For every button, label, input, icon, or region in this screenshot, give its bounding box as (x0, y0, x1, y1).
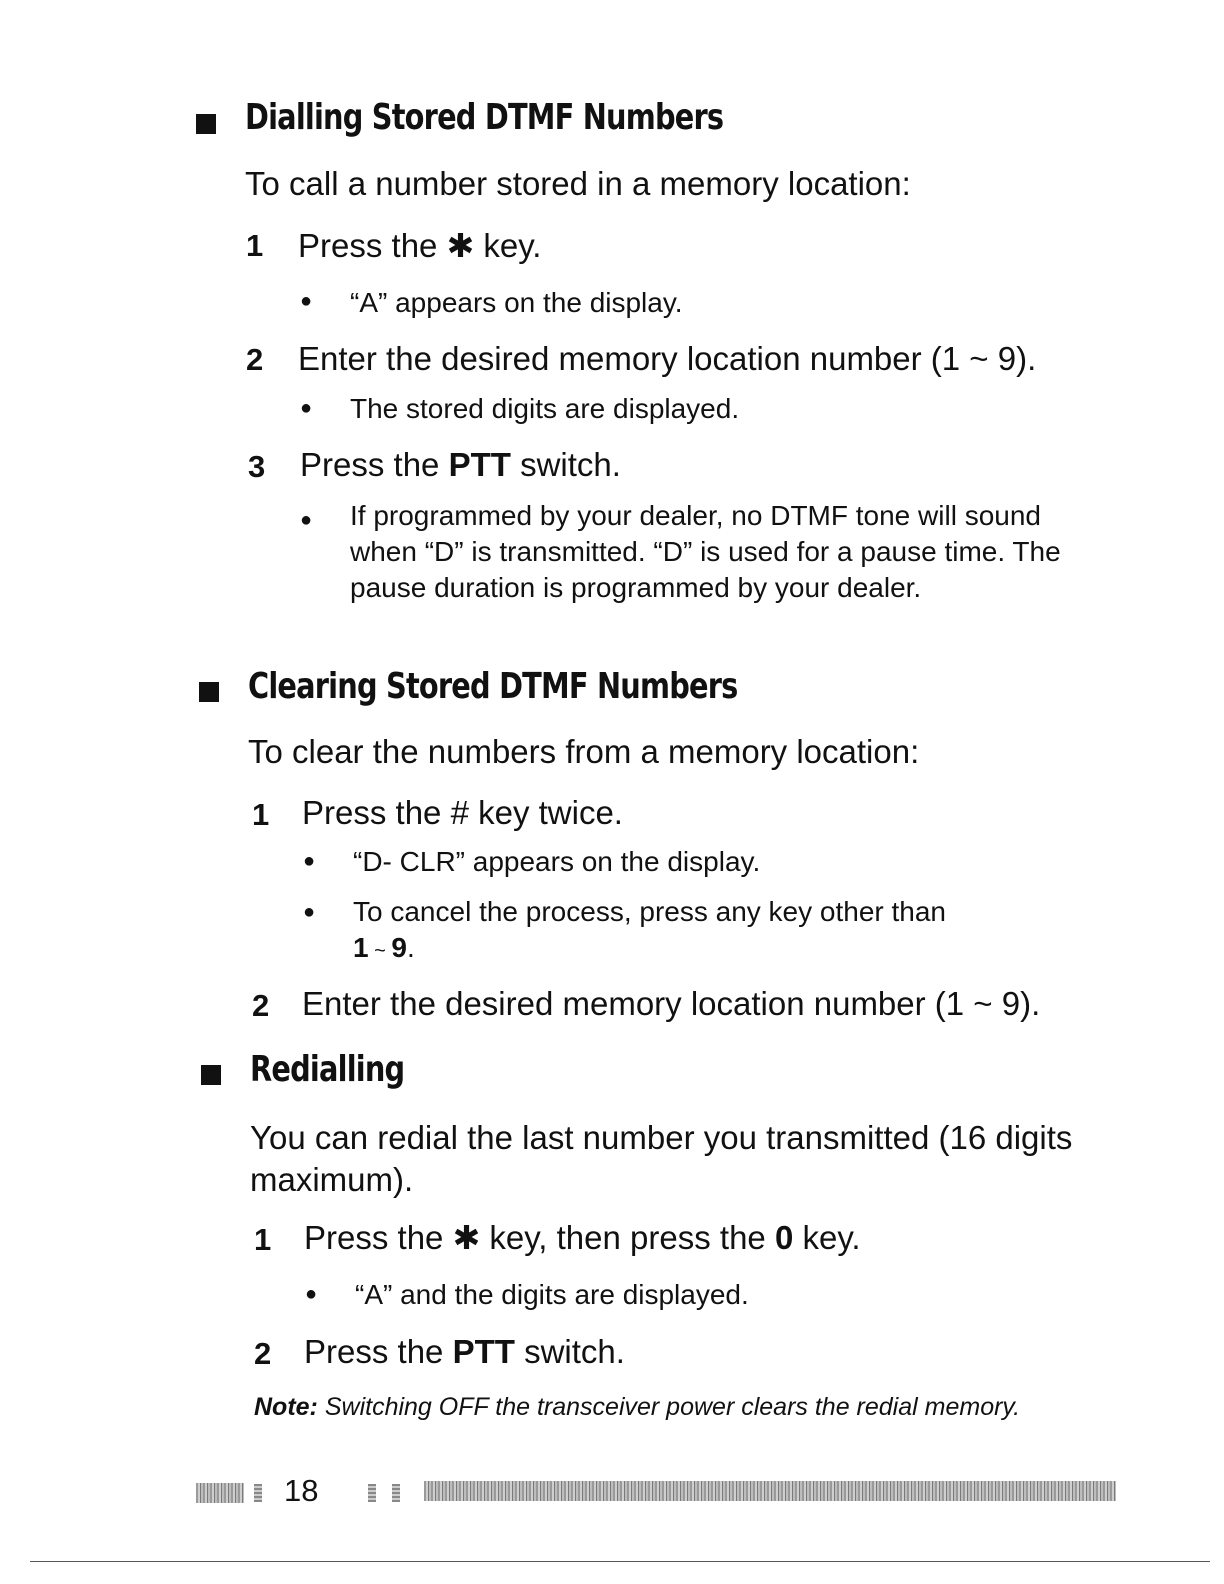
step-number: 3 (248, 449, 266, 484)
bullet-dot: ● (305, 1283, 318, 1305)
bullet-dot: ● (300, 290, 313, 312)
section-bullet-square (199, 682, 219, 702)
step-number: 1 (254, 1222, 272, 1257)
ptt-key-label: PTT (448, 446, 511, 483)
step-text: Press the # key twice. (302, 794, 623, 831)
note-text: Switching OFF the transceiver power clears the redial memory. (324, 1393, 1021, 1421)
key-range: 1 ~ 9. (353, 932, 415, 963)
note (254, 1390, 1054, 1424)
bullet-dot: ● (303, 901, 316, 923)
section-intro: To clear the numbers from a memory location: (248, 733, 920, 770)
note-label: Note: (254, 1393, 318, 1421)
step-number: 2 (252, 988, 270, 1023)
ptt-key-label: PTT (452, 1333, 515, 1370)
step-number: 2 (254, 1336, 272, 1371)
step-number: 2 (246, 342, 264, 377)
footer-bar-tick (368, 1484, 376, 1502)
section-bullet-square (201, 1065, 221, 1085)
page-number: 18 (284, 1473, 319, 1508)
step-number: 1 (246, 228, 264, 263)
step-number: 1 (252, 797, 270, 832)
section-intro: You can redial the last number you transmitted (16 digits maximum). (250, 1119, 1073, 1198)
section-title-redialling: Redialling (250, 1049, 405, 1090)
asterisk-key-label: ✱ (452, 1219, 481, 1256)
bullet-dot: ● (303, 850, 316, 872)
section-bullet-square (196, 114, 216, 134)
footer-bar-right (424, 1481, 1116, 1501)
section-title-clearing: Clearing Stored DTMF Numbers (248, 666, 738, 707)
bullet-dot: ● (300, 509, 313, 531)
section-intro: To call a number stored in a memory location: (245, 165, 911, 202)
footer-bar-tick (392, 1484, 400, 1502)
step-note: “D- CLR” appears on the display. (353, 846, 761, 877)
footer-bar-left (196, 1483, 244, 1503)
zero-key-label: 0 (774, 1219, 794, 1256)
footer-bar-tick (254, 1484, 262, 1502)
step-text: Press the PTT switch. (304, 1333, 625, 1370)
step-note: If programmed by your dealer, no DTMF tone will sound when “D” is transmitted. “D” is used for a pause time. The pause duration is programmed by your dealer. (350, 500, 1061, 603)
step-note: “A” and the digits are displayed. (355, 1279, 749, 1310)
step-note: To cancel the process, press any key other than (353, 896, 946, 927)
step-text: Enter the desired memory location number (1 ~ 9). (302, 985, 1041, 1022)
step-note: The stored digits are displayed. (350, 393, 740, 424)
asterisk-key-label: ✱ (446, 227, 475, 264)
step-note: “A” appears on the display. (350, 287, 683, 318)
bottom-rule (30, 1561, 1210, 1562)
step-text: Press the ✱ key. (298, 227, 542, 264)
section-title-dialling: Dialling Stored DTMF Numbers (245, 97, 724, 138)
step-text: Press the ✱ key, then press the 0 key. (304, 1219, 861, 1256)
step-text: Enter the desired memory location number (1 ~ 9). (298, 340, 1037, 377)
bullet-dot: ● (300, 397, 313, 419)
step-text: Press the PTT switch. (300, 446, 621, 483)
